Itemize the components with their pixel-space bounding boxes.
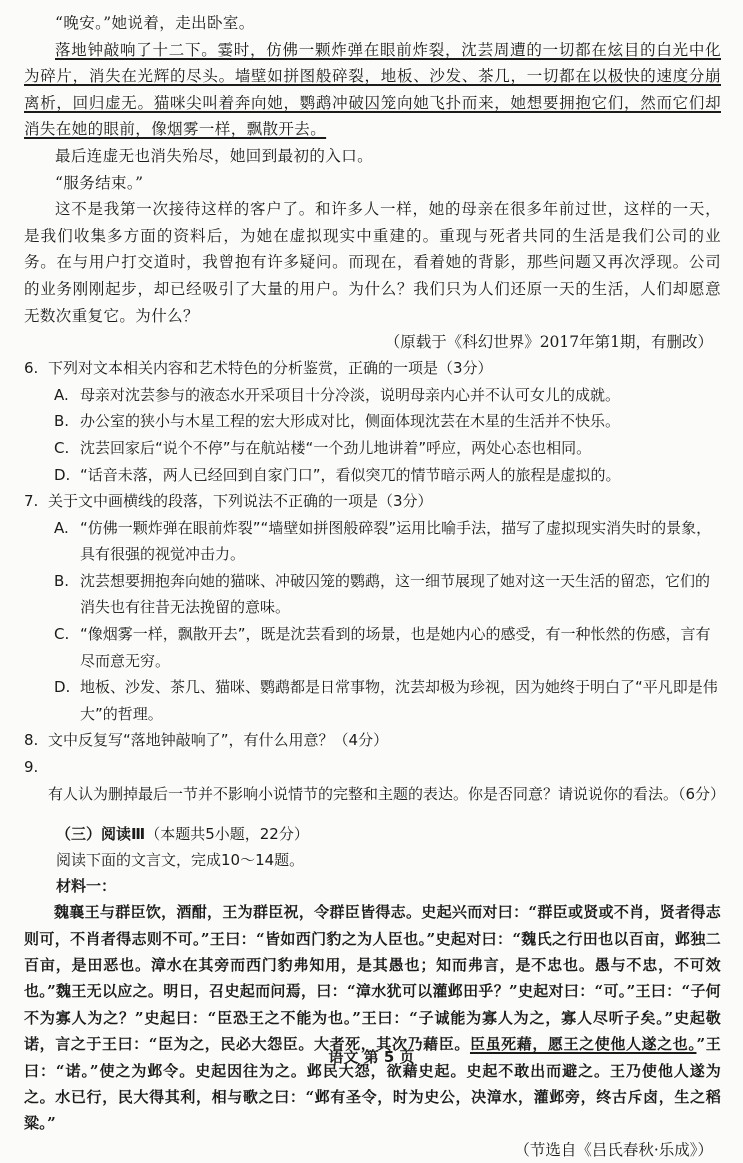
option-b: B. 办公室的狭小与木星工程的宏大形成对比，侧面体现沈芸在木星的生活并不快乐。 bbox=[54, 412, 621, 431]
classical-passage: 魏襄王与群臣饮，酒酣，王为群臣祝，令群臣皆得志。史起兴而对曰：“群臣或贤或不肖，贤者得志则可，不肖者得志则不可。”王曰：“皆如西门豹之为人臣也。”史起对曰：“魏氏之行田也以百亩，邺独二百亩，是田恶也。漳水在其旁而西门豹弗知用，是其愚也；知而弗言，是不忠也。愚与不忠，不可效也。”魏王无以应之。明日，召史起而问焉，曰：“漳水犹可以灌邺田乎？”史起对曰：“可。”王曰：“子何不为寡人为之？”史起曰：“臣恐王之不能为也。”王曰：“子诚能为寡人为之，寡人尽听子矣。”史起敬诺，言之于王曰：“臣为之，民必大怨臣。大者死，其次乃藉臣。臣虽死藉，愿王之使他人遂之也。”王曰：“诺。”使之为邺令。史起因往为之。邺民大怨，欲藉史起。史起不敢出而避之。王乃使他人遂为之。水已行，民大得其利，相与歌之曰：“邺有圣令，时为史公，决漳水，灌邺旁，终古斥卤，生之稻粱。” bbox=[24, 903, 721, 1133]
option-a: A. “仿佛一颗炸弹在眼前炸裂”“墙壁如拼图般碎裂”运用比喻手法，描写了虚拟现实消失时的景象，具有很强的视觉冲击力。 bbox=[54, 518, 712, 564]
section-title: （三）阅读Ⅲ（本题共5小题，22分） bbox=[56, 825, 309, 844]
question-number: 7. bbox=[24, 492, 39, 511]
story-paragraph-4: “服务结束。” bbox=[55, 173, 144, 192]
option-b: B. 沈芸想要拥抱奔向她的猫咪、冲破囚笼的鹦鹉，这一细节展现了她对这一天生活的留恋，它们的消失也有往昔无法挽留的意味。 bbox=[54, 571, 711, 617]
question-6 bbox=[24, 355, 721, 488]
underlined-passage: 落地钟敲响了十二下。霎时，仿佛一颗炸弹在眼前炸裂，沈芸周遭的一切都在炫目的白光中化为碎片，消失在光辉的尽头。墙壁如拼图般碎裂，地板、沙发、茶几，一切都在以极快的速度分崩离析，回归虚无。猫咪尖叫着奔向她，鹦鹉冲破囚笼向她飞扑而来，她想要拥抱它们，然而它们却消失在她的眼前，像烟雾一样，飘散开去。 bbox=[24, 40, 721, 139]
option-c: C. 沈芸回家后“说个不停”与在航站楼“一个劲儿地讲着”呼应，两处心态也相同。 bbox=[54, 438, 592, 457]
option-c: C. “像烟雾一样，飘散开去”，既是沈芸看到的场景，也是她内心的感受，有一种怅然的伤感，言有尽而意无穷。 bbox=[54, 625, 711, 670]
question-stem: 文中反复写“落地钟敲响了”，有什么用意？（4分） bbox=[48, 731, 389, 750]
story-source: （原载于《科幻世界》2017年第1期，有删改） bbox=[384, 333, 713, 352]
question-number: 6. bbox=[24, 359, 39, 378]
page-footer bbox=[0, 1046, 743, 1067]
question-9 bbox=[24, 754, 726, 807]
option-a: A. 母亲对沈芸参与的液态水开采项目十分冷淡，说明母亲内心并不认可女儿的成就。 bbox=[54, 385, 621, 404]
option-d: D. 地板、沙发、茶几、猫咪、鹦鹉都是日常事物，沈芸却极为珍视，因为她终于明白了“平凡即是伟大”的哲理。 bbox=[54, 678, 718, 723]
passage-source: （节选自《吕氏春秋·乐成》） bbox=[514, 1140, 713, 1159]
story-excerpt bbox=[24, 10, 721, 355]
question-number: 8. bbox=[24, 731, 39, 750]
underlined-sentence: 臣虽死藉，愿王之使他人遂之也。 bbox=[469, 1035, 697, 1054]
question-stem: 有人认为删掉最后一节并不影响小说情节的完整和主题的表达。你是否同意？请说说你的看法。（6分） bbox=[48, 784, 726, 803]
section-instruction: 阅读下面的文言文，完成10～14题。 bbox=[56, 851, 305, 870]
question-8 bbox=[24, 727, 721, 754]
footer-subject: 语文 bbox=[328, 1048, 359, 1066]
story-paragraph-3: 最后连虚无也消失殆尽，她回到最初的入口。 bbox=[55, 146, 374, 165]
question-7 bbox=[24, 488, 721, 727]
section-score-note: （本题共5小题，22分） bbox=[145, 825, 309, 844]
question-list bbox=[24, 355, 726, 807]
material-label: 材料一： bbox=[56, 877, 117, 896]
story-paragraph-2 bbox=[24, 37, 721, 143]
footer-page-number: 第 5 页 bbox=[363, 1048, 415, 1066]
option-d: D. “话音未落，两人已经回到自家门口”，看似突兀的情节暗示两人的旅程是虚拟的。 bbox=[54, 465, 621, 484]
section-3 bbox=[24, 821, 721, 1163]
question-stem: 下列对文本相关内容和艺术特色的分析鉴赏，正确的一项是（3分） bbox=[48, 359, 493, 378]
story-paragraph-1: “晚安。”她说着，走出卧室。 bbox=[55, 14, 255, 32]
story-paragraph-5: 这不是我第一次接待这样的客户了。和许多人一样，她的母亲在很多年前过世，这样的一天，是我们收集多方面的资料后，为她在虚拟现实中重建的。重现与死者共同的生活是我们公司的业务。在与用户打交道时，我曾抱有许多疑问。而现在，看着她的背影，那些问题又再次浮现。公司的业务刚刚起步，却已经吸引了大量的用户。为什么？我们只为人们还原一天的生活，人们却愿意无数次重复它。为什么？ bbox=[24, 200, 721, 325]
question-number: 9. bbox=[24, 758, 39, 777]
question-stem: 关于文中画横线的段落，下列说法不正确的一项是（3分） bbox=[48, 492, 433, 511]
